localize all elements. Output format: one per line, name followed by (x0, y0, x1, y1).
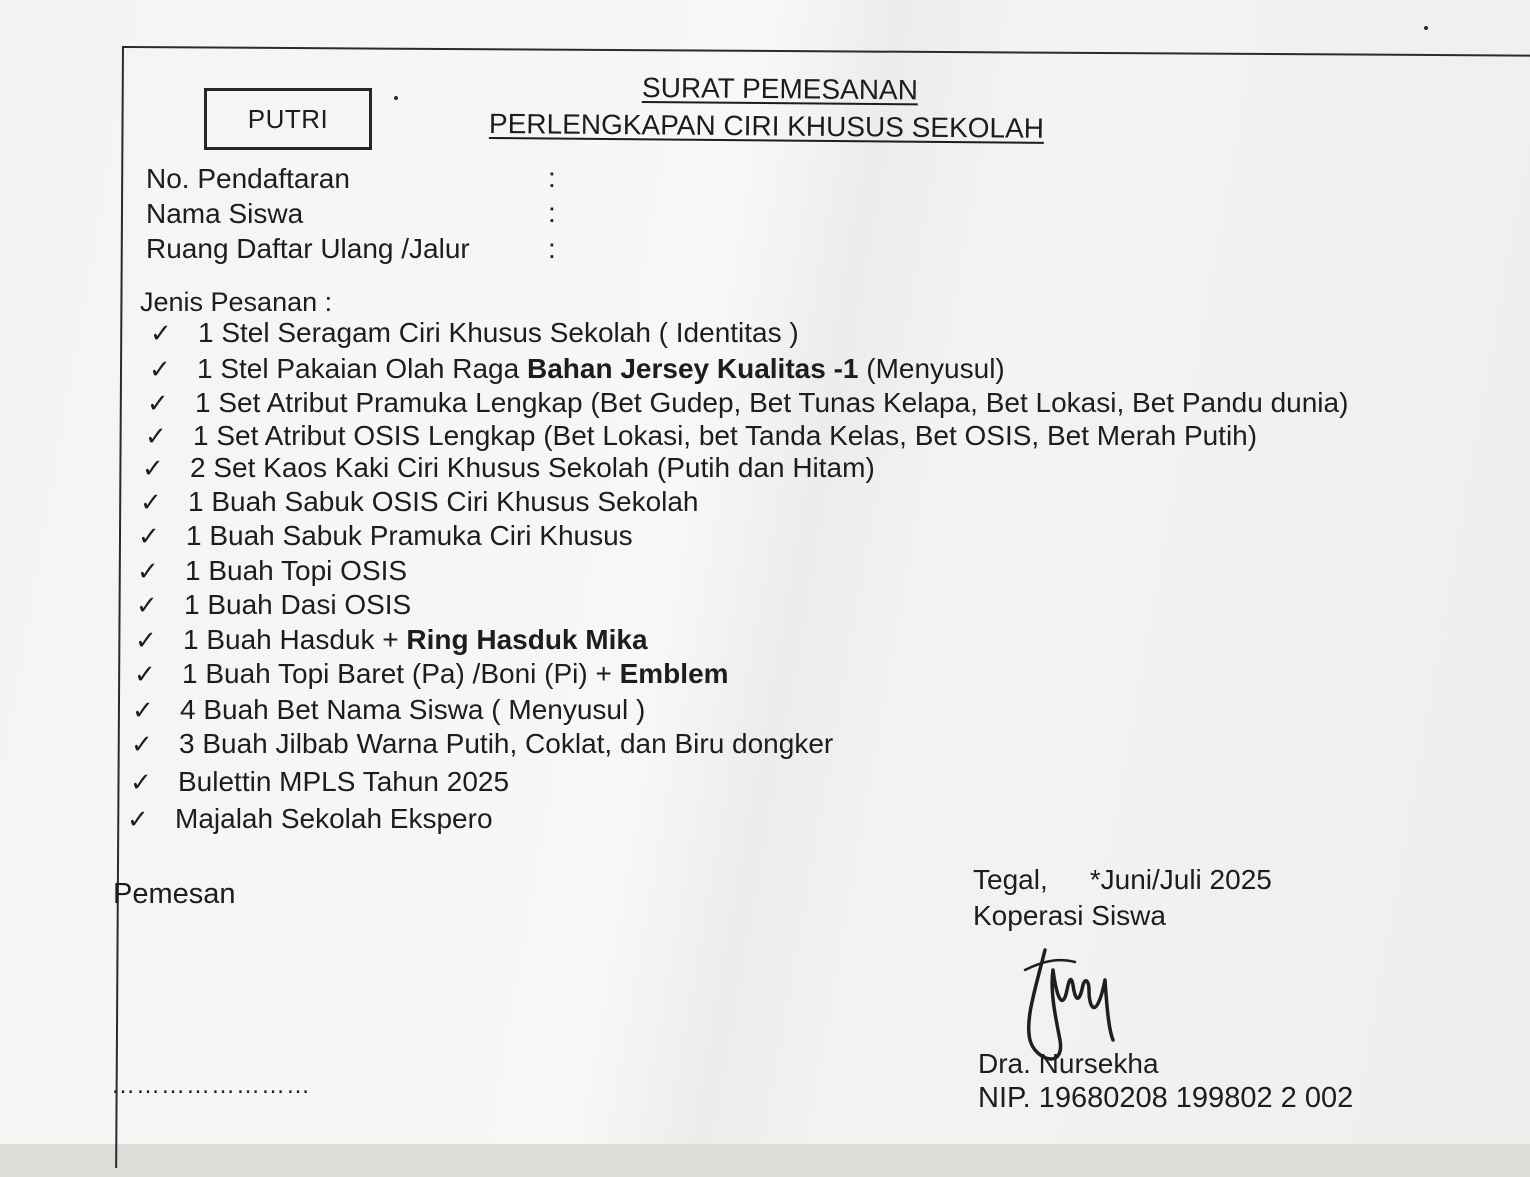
check-icon: ✓ (134, 660, 156, 690)
list-item (136, 589, 411, 621)
order-item-text (183, 624, 648, 656)
order-item-text: 1 Buah Sabuk OSIS Ciri Khusus Sekolah (188, 486, 699, 517)
document-subtitle: PERLENGKAPAN CIRI KHUSUS SEKOLAH (488, 108, 1045, 144)
order-item-text-part: 1 Stel Pakaian Olah Raga (197, 353, 527, 384)
order-item-text: 1 Buah Sabuk Pramuka Ciri Khusus (186, 520, 633, 551)
list-item (131, 728, 833, 760)
list-item (130, 766, 509, 798)
list-item (135, 624, 648, 656)
order-item-text: 1 Set Atribut OSIS Lengkap (Bet Lokasi, bet Tanda Kelas, Bet OSIS, Bet Merah Putih) (193, 420, 1258, 451)
list-item (150, 317, 799, 349)
check-icon: ✓ (131, 730, 153, 760)
check-icon: ✓ (150, 319, 172, 349)
check-icon: ✓ (127, 805, 149, 835)
field-colon: : (548, 162, 556, 193)
field-label-registration-number: No. Pendaftaran (146, 163, 350, 194)
signer-nip: NIP. 19680208 199802 2 002 (978, 1082, 1354, 1114)
order-item-text-part: (Menyusul) (858, 353, 1005, 384)
list-item (149, 353, 1005, 385)
list-item (138, 520, 633, 552)
document-title: SURAT PEMESANAN (641, 72, 919, 106)
list-item (132, 694, 645, 726)
order-item-text: 2 Set Kaos Kaki Ciri Khusus Sekolah (Putih dan Hitam) (190, 452, 875, 483)
order-item-bold: Bahan Jersey Kualitas -1 (526, 353, 859, 384)
check-icon: ✓ (130, 768, 152, 798)
list-item (147, 387, 1348, 419)
order-item-text: 3 Buah Jilbab Warna Putih, Coklat, dan Biru dongker (179, 728, 834, 759)
list-item (134, 658, 729, 690)
field-label-student-name: Nama Siswa (146, 198, 304, 229)
order-item-text: Bulettin MPLS Tahun 2025 (178, 766, 510, 797)
orderer-signature-line: …………………… (111, 1072, 311, 1099)
order-item-text: 4 Buah Bet Nama Siswa ( Menyusul ) (180, 694, 646, 725)
category-label: PUTRI (247, 103, 329, 134)
place-date (973, 864, 1272, 896)
check-icon: ✓ (147, 389, 169, 419)
check-icon: ✓ (142, 454, 164, 484)
order-item-text: 1 Set Atribut Pramuka Lengkap (Bet Gudep, Bet Tunas Kelapa, Bet Lokasi, Bet Pandu dunia) (195, 387, 1349, 418)
organization-name: Koperasi Siswa (973, 900, 1166, 931)
list-item (145, 420, 1257, 452)
order-item-text-part: 1 Buah Topi Baret (Pa) /Boni (Pi) + (182, 658, 620, 689)
list-item (137, 555, 407, 587)
place: Tegal, (973, 864, 1048, 895)
check-icon: ✓ (145, 422, 167, 452)
check-icon: ✓ (138, 522, 160, 552)
check-icon: ✓ (136, 591, 158, 621)
order-item-text (182, 658, 729, 690)
check-icon: ✓ (149, 355, 171, 385)
orderer-label: Pemesan (113, 878, 236, 910)
list-item (140, 486, 699, 518)
field-colon: : (548, 233, 556, 264)
field-label-room-route: Ruang Daftar Ulang /Jalur (146, 233, 470, 264)
order-item-text-part: 1 Buah Hasduk + (183, 624, 407, 655)
order-item-text: 1 Buah Dasi OSIS (184, 589, 412, 620)
signer-name: Dra. Nursekha (978, 1048, 1159, 1079)
check-icon: ✓ (132, 696, 154, 726)
order-item-text: 1 Buah Topi OSIS (185, 555, 408, 586)
order-heading: Jenis Pesanan : (140, 287, 333, 317)
check-icon: ✓ (135, 626, 157, 656)
list-item (142, 452, 875, 484)
date: *Juni/Juli 2025 (1089, 864, 1272, 895)
list-item (127, 803, 493, 835)
check-icon: ✓ (137, 557, 159, 587)
check-icon: ✓ (140, 488, 162, 518)
order-item-bold: Emblem (619, 658, 729, 689)
field-colon: : (548, 197, 556, 228)
order-item-text: 1 Stel Seragam Ciri Khusus Sekolah ( Identitas ) (198, 317, 799, 348)
order-item-text (197, 353, 1005, 385)
order-item-text: Majalah Sekolah Ekspero (175, 803, 493, 834)
order-item-bold: Ring Hasduk Mika (406, 624, 648, 655)
